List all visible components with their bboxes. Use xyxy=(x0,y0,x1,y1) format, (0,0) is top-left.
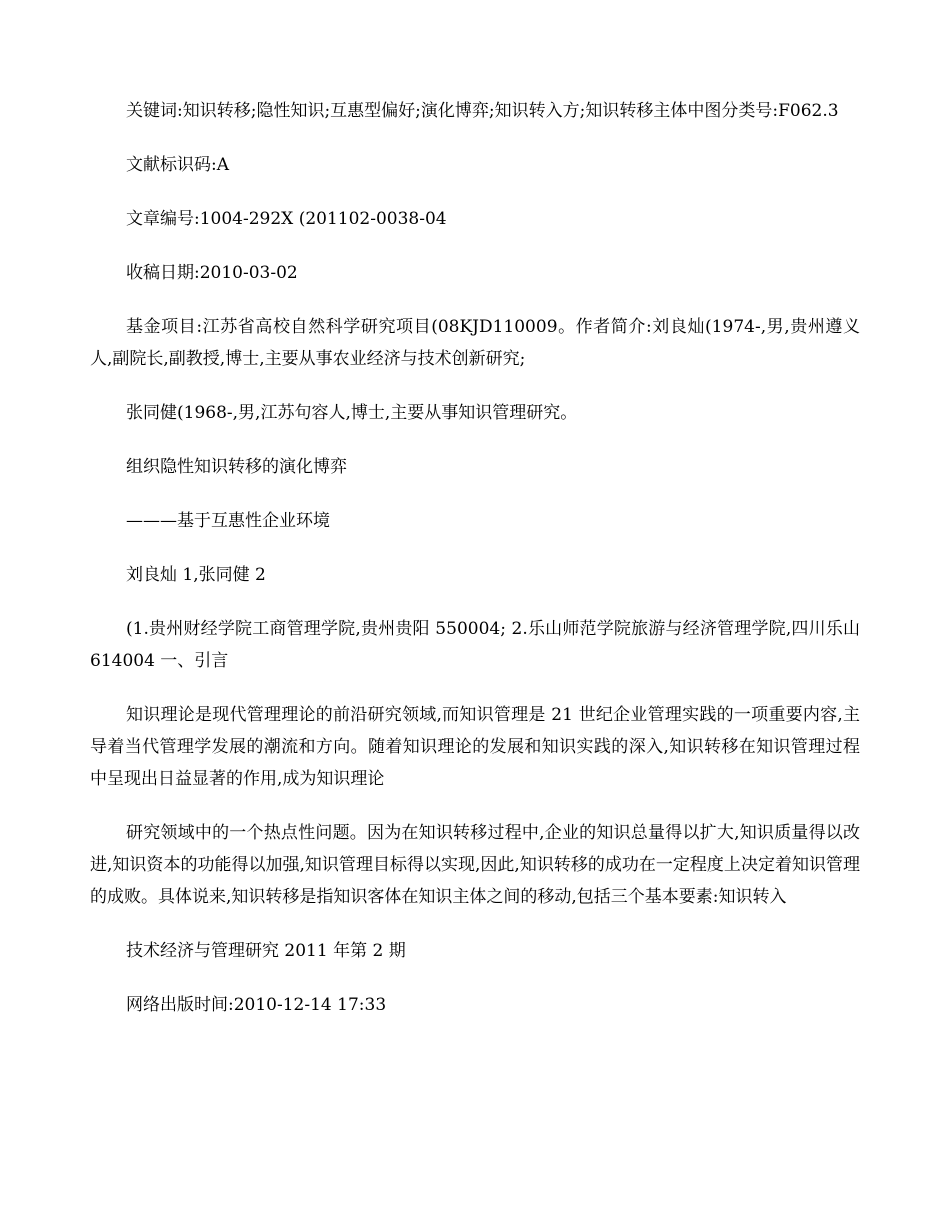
journal-line: 技术经济与管理研究 2011 年第 2 期 xyxy=(126,941,406,961)
affiliation-paragraph: (1.贵州财经学院工商管理学院,贵州贵阳 550004; 2.乐山师范学院旅游与经济管理学院,四川乐山 614004 一、引言 xyxy=(90,619,860,671)
received-date-paragraph: 收稿日期:2010-03-02 xyxy=(126,263,298,283)
article-number-paragraph: 文章编号:1004-292X (201102-0038-04 xyxy=(126,209,447,229)
online-publish-time: 网络出版时间:2010-12-14 17:33 xyxy=(126,995,387,1015)
article-subtitle: ———基于互惠性企业环境 xyxy=(126,511,330,531)
authors-line: 刘良灿 1,张同健 2 xyxy=(126,565,266,585)
document-code-paragraph: 文献标识码:A xyxy=(126,155,230,175)
coauthor-bio-paragraph: 张同健(1968-,男,江苏句容人,博士,主要从事知识管理研究。 xyxy=(126,403,578,423)
keywords-paragraph: 关键词:知识转移;隐性知识;互惠型偏好;演化博弈;知识转入方;知识转移主体中图分类号:F062.3 xyxy=(126,101,839,121)
funding-author-paragraph: 基金项目:江苏省高校自然科学研究项目(08KJD110009。作者简介:刘良灿(1974-,男,贵州遵义人,副院长,副教授,博士,主要从事农业经济与技术创新研究; xyxy=(90,317,860,369)
document-page xyxy=(90,95,860,1043)
intro-paragraph-2: 研究领域中的一个热点性问题。因为在知识转移过程中,企业的知识总量得以扩大,知识质量得以改进,知识资本的功能得以加强,知识管理目标得以实现,因此,知识转移的成功在一定程度上决定着知识管理的成败。具体说来,知识转移是指知识客体在知识主体之间的移动,包括三个基本要素:知识转入 xyxy=(90,823,860,907)
intro-paragraph-1: 知识理论是现代管理理论的前沿研究领域,而知识管理是 21 世纪企业管理实践的一项重要内容,主导着当代管理学发展的潮流和方向。随着知识理论的发展和知识实践的深入,知识转移在知识管理过程中呈现出日益显著的作用,成为知识理论 xyxy=(90,705,860,789)
article-title: 组织隐性知识转移的演化博弈 xyxy=(126,457,347,477)
